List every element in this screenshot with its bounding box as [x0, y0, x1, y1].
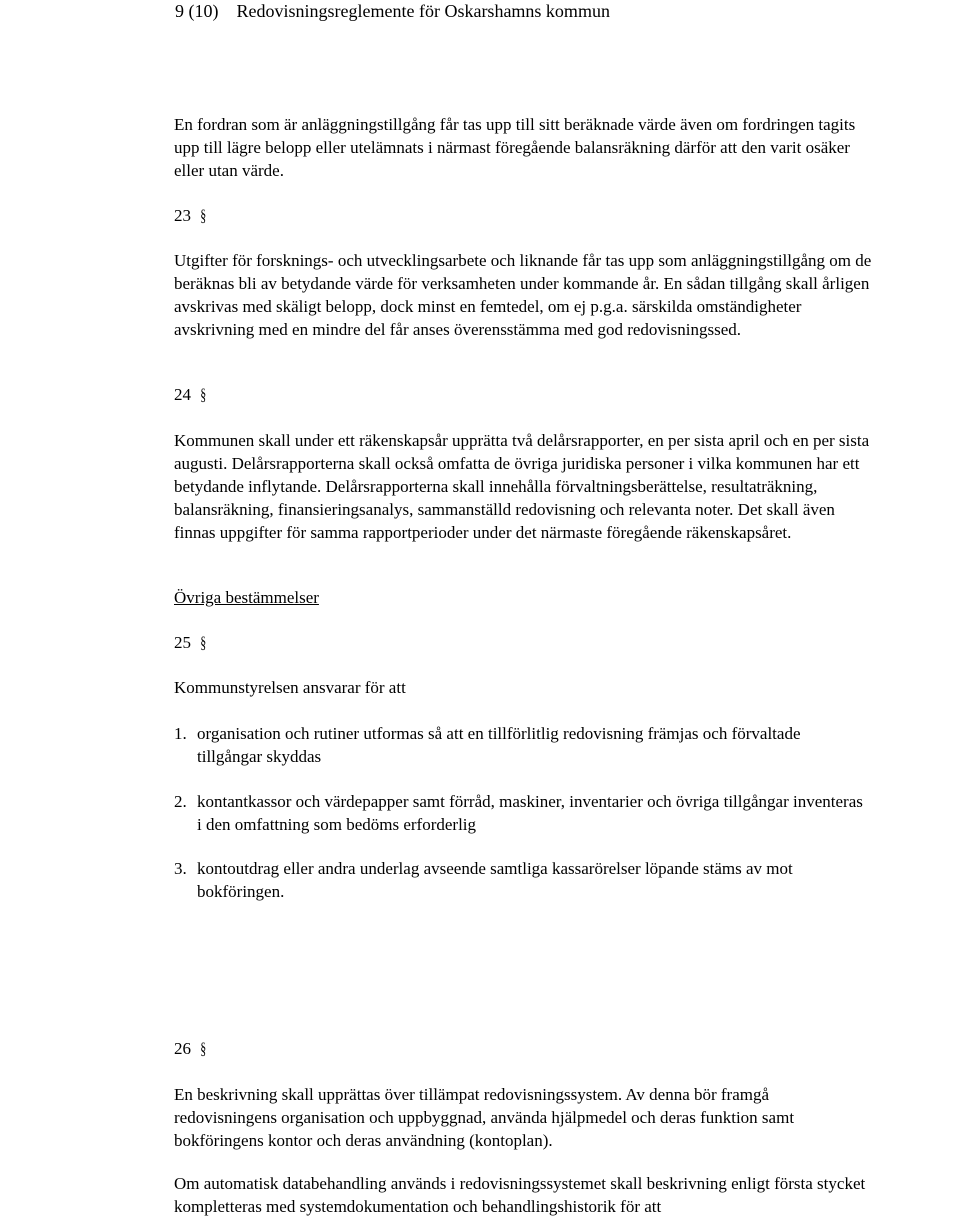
paragraph-intro: En fordran som är anläggningstillgång får tas upp till sitt beräknade värde även om fordringen tagits upp till lägre belopp eller utelämnats i närmast föregående balansräkning därför att den varit osäker eller utan värde. [174, 115, 856, 180]
list-number: 2. [174, 792, 187, 811]
page-header [175, 0, 610, 22]
section-symbol: § [200, 385, 207, 404]
paragraph-26b: Om automatisk databehandling används i redovisningssystemet skall beskrivning enligt första stycket kompletteras med systemdokumentation och behandlingshistorik för att [174, 1174, 866, 1216]
list-text: kontantkassor och värdepapper samt förråd, maskiner, inventarier och övriga tillgångar inventeras i den omfattning som bedöms erforderlig [197, 792, 863, 834]
heading-ovriga-bestammelser: Övriga bestämmelser [174, 588, 319, 607]
list-item [174, 857, 864, 903]
paragraph-26a: En beskrivning skall upprättas över tillämpat redovisningssystem. Av denna bör framgå redovisningens organisation och uppbyggnad, använda hjälpmedel och deras funktion samt bokföringens kontor och deras användning (kontoplan). [174, 1085, 795, 1150]
list-number: 3. [174, 859, 187, 878]
list-item [174, 790, 864, 836]
section-23-heading [174, 205, 208, 227]
document-title: Redovisningsreglemente för Oskarshamns kommun [236, 1, 610, 21]
section-number: 26 [174, 1039, 191, 1058]
section-24-heading [174, 384, 208, 406]
paragraph-23: Utgifter för forsknings- och utvecklingsarbete och liknande får tas upp som anläggningstillgång om de beräknas bli av betydande värde för verksamheten under kommande år. En sådan tillgång skall årligen avskrivas med skäligt belopp, dock minst en femtedel, om ej p.g.a. särskilda omständigheter avskrivning med en mindre del får anses överensstämma med god redovisningssed. [174, 251, 872, 339]
list-number: 1. [174, 724, 187, 743]
section-symbol: § [200, 1039, 207, 1058]
section-number: 25 [174, 633, 191, 652]
section-25-heading [174, 632, 208, 654]
section-number: 24 [174, 385, 191, 404]
section-symbol: § [200, 206, 207, 225]
section-symbol: § [200, 633, 207, 652]
list-text: organisation och rutiner utformas så att en tillförlitlig redovisning främjas och förvaltade tillgångar skyddas [197, 724, 801, 766]
paragraph-24: Kommunen skall under ett räkenskapsår upprätta två delårsrapporter, en per sista april och en per sista augusti. Delårsrapporterna skall också omfatta de övriga juridiska personer i vilka kommunen har ett betydande inflytande. Delårsrapporterna skall innehålla förvaltningsberättelse, resultaträkning, balansräkning, finansieringsanalys, sammanställd redovisning och relevanta noter. Det skall även finnas uppgifter för samma rapportperioder under det närmaste föregående räkenskapsåret. [174, 431, 870, 542]
list-item [174, 722, 864, 768]
paragraph-25: Kommunstyrelsen ansvarar för att [174, 678, 406, 697]
page-number: 9 (10) [175, 1, 219, 21]
list-text: kontoutdrag eller andra underlag avseende samtliga kassarörelser löpande stäms av mot bokföringen. [197, 859, 793, 901]
section-number: 23 [174, 206, 191, 225]
section-26-heading [174, 1038, 208, 1060]
